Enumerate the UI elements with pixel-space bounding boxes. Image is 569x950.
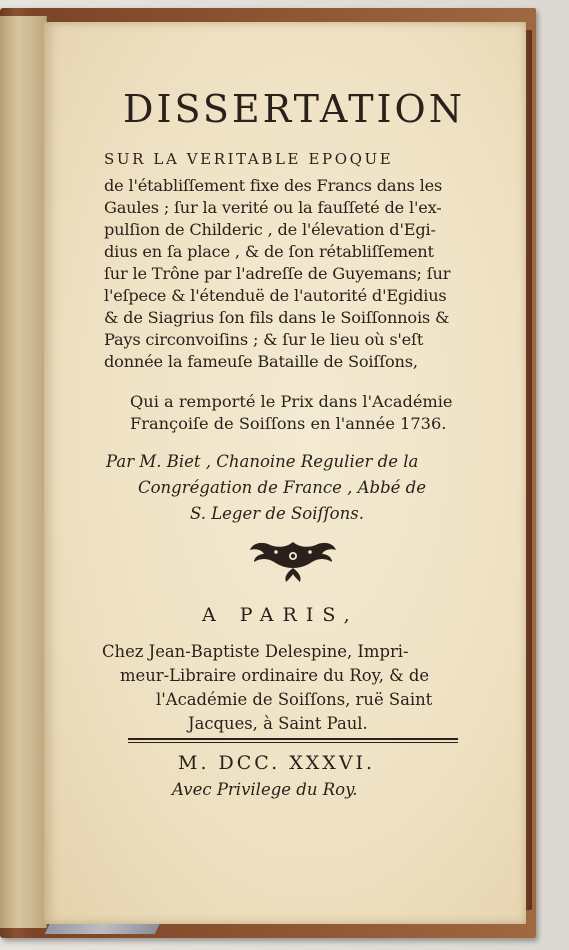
body-line: Pays circonvoiſins ; & ſur le lieu où s'eſt <box>104 330 424 349</box>
printer-line: Chez Jean-Baptiste Delespine, Impri- <box>102 642 409 661</box>
author-line: Congrégation de France , Abbé de <box>138 478 427 497</box>
body-line: Gaules ; ſur la verité ou la fauſſeté de l'ex- <box>104 198 442 217</box>
body-line: dius en ſa place , & de ſon rétabliſſement <box>104 242 434 261</box>
printers-fleuron-ornament <box>246 538 340 586</box>
double-rule <box>128 738 458 743</box>
prize-line: Françoiſe de Soiſſons en l'année 1736. <box>130 414 447 433</box>
printer-line: meur-Libraire ordinaire du Roy, & de <box>120 666 430 685</box>
body-line: pulſion de Childeric , de l'élevation d'Egi- <box>104 220 436 239</box>
prize-line: Qui a remporté le Prix dans l'Académie <box>130 392 453 411</box>
imprint-year: M. DCC. XXXVI. <box>178 752 376 774</box>
imprint-place: A PARIS, <box>202 604 359 626</box>
book-subtitle: SUR LA VERITABLE EPOQUE <box>104 150 394 168</box>
body-line: l'eſpece & l'étenduë de l'autorité d'Egidius <box>104 286 447 305</box>
page-gutter <box>0 16 47 928</box>
privilege-line: Avec Privilege du Roy. <box>172 780 358 799</box>
body-line: & de Siagrius ſon fils dans le Soiſſonnois & <box>104 308 450 327</box>
body-line: donnée la fameuſe Bataille de Soiſſons, <box>104 352 418 371</box>
author-line: Par M. Biet , Chanoine Regulier de la <box>106 452 419 471</box>
printer-line: l'Académie de Soiſſons, ruë Saint <box>156 690 433 709</box>
author-line: S. Leger de Soiſſons. <box>190 504 364 523</box>
body-line: ſur le Trône par l'adreſſe de Guyemans; ſur <box>104 264 451 283</box>
body-line: de l'établiſſement fixe des Francs dans les <box>104 176 443 195</box>
book-title: DISSERTATION <box>123 87 465 131</box>
printer-line: Jacques, à Saint Paul. <box>188 714 368 733</box>
